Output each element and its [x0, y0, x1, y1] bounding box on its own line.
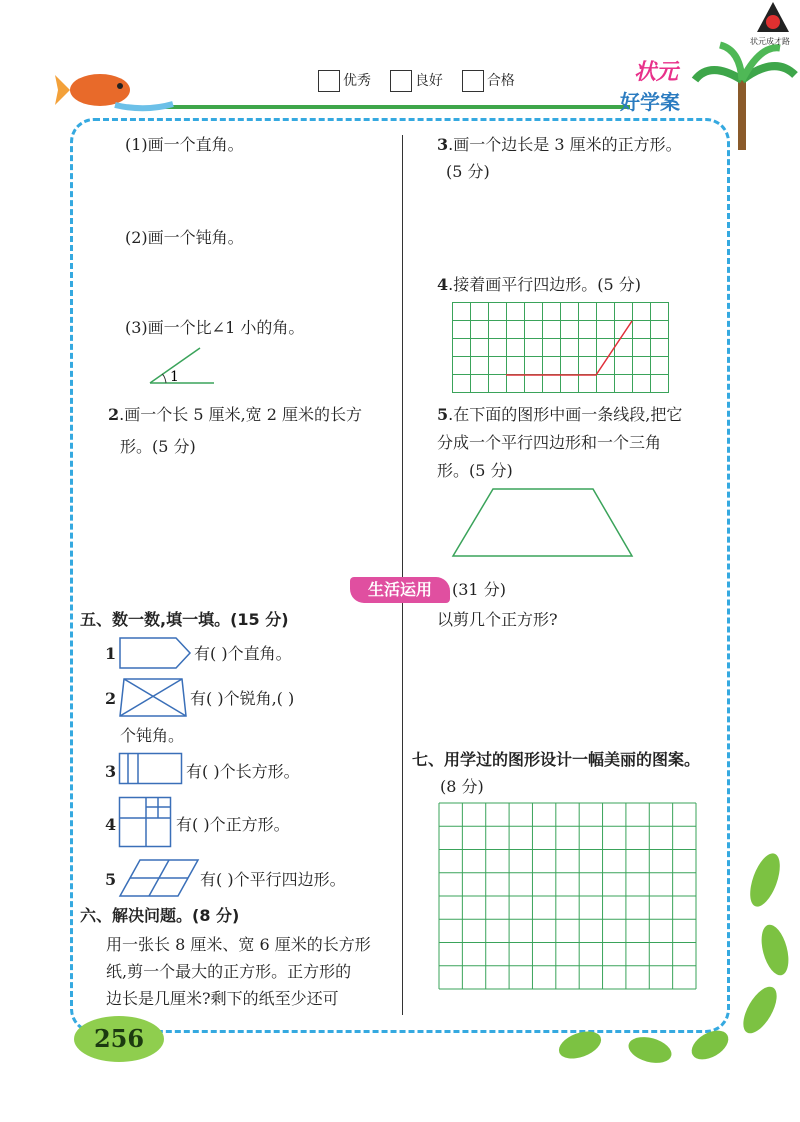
trapezoid-figure [450, 487, 635, 559]
q2-number: 2 [108, 405, 120, 424]
s5-item1-text: 有( )个直角。 [194, 644, 292, 663]
angle-figure [148, 345, 218, 387]
q1-2-text: (2)画一个钝角。 [125, 228, 244, 247]
header-rule [160, 105, 630, 109]
banner-score: (31 分) [452, 580, 506, 599]
s5-item4-text: 有( )个正方形。 [176, 815, 290, 834]
brand [620, 55, 680, 115]
s5-item3-figure [118, 752, 184, 786]
s5-item2-text2: 个钝角。 [120, 726, 185, 745]
q5-line2: 分成一个平行四边形和一个三角 [437, 433, 662, 452]
angle-label: 1 [170, 369, 179, 385]
rating-checkbox-good[interactable] [390, 70, 412, 92]
brand-line1: 状元 [634, 60, 679, 85]
q5-line1 [437, 405, 682, 425]
s6-line2: 纸,剪一个最大的正方形。正方形的 [106, 962, 352, 981]
s5-item3-text: 有( )个长方形。 [186, 762, 300, 781]
section7-score: (8 分) [440, 777, 484, 796]
rating-row [318, 70, 515, 92]
s5-item1-number: 1 [105, 644, 117, 663]
rating-checkbox-excellent[interactable] [318, 70, 340, 92]
rating-label: 良好 [414, 73, 443, 89]
q5-text: .在下面的图形中画一条线段,把它 [448, 405, 683, 424]
s5-item5-figure [118, 858, 200, 898]
section7-heading: 七、用学过的图形设计一幅美丽的图案。 [412, 750, 701, 769]
s6-line1: 用一张长 8 厘米、宽 6 厘米的长方形 [106, 935, 371, 954]
s5-item5-number: 5 [105, 870, 117, 889]
q2-text: .画一个长 5 厘米,宽 2 厘米的长方 [119, 405, 363, 424]
q3-line1 [437, 135, 682, 155]
q5-line3: 形。(5 分) [437, 461, 513, 480]
s6-line3: 边长是几厘米?剩下的纸至少还可 [106, 989, 339, 1008]
q2-line1 [108, 405, 362, 425]
q4-grid [452, 302, 670, 394]
q4-line [437, 275, 641, 295]
q1-3-text: (3)画一个比∠1 小的角。 [125, 318, 305, 337]
q3-text: .画一个边长是 3 厘米的正方形。 [448, 135, 682, 154]
section5-heading: 五、数一数,填一填。(15 分) [80, 610, 289, 629]
s5-item5-text: 有( )个平行四边形。 [200, 870, 346, 889]
section-banner [350, 577, 450, 603]
brand-line2: 好学案 [620, 90, 680, 114]
column-divider [402, 135, 403, 1015]
rating-label: 优秀 [343, 73, 371, 89]
s5-item3-number: 3 [105, 762, 117, 781]
q5-number: 5 [437, 405, 449, 424]
s5-item2-text: 有( )个锐角,( ) [190, 689, 295, 708]
q4-text: .接着画平行四边形。(5 分) [448, 275, 641, 294]
q1-1-text: (1)画一个直角。 [125, 135, 244, 154]
rating-checkbox-pass[interactable] [462, 70, 484, 92]
s5-item1-figure [118, 636, 193, 670]
banner-title: 生活运用 [367, 580, 432, 599]
page-number: 256 [93, 1024, 145, 1053]
s5-item4-figure [118, 796, 174, 850]
leaves-decoration-icon [540, 840, 800, 1080]
logo-text: 状元成才路 [750, 37, 790, 46]
s5-item2-number: 2 [105, 689, 117, 708]
section6-heading: 六、解决问题。(8 分) [80, 906, 240, 925]
q2-line2: 形。(5 分) [120, 437, 196, 456]
fish-decoration-icon [55, 60, 175, 120]
q3-line2: (5 分) [446, 162, 490, 181]
q4-number: 4 [437, 275, 449, 294]
q3-number: 3 [437, 135, 449, 154]
s5-item4-number: 4 [105, 815, 117, 834]
rating-label: 合格 [486, 73, 515, 89]
page-number-badge [74, 1016, 164, 1062]
s5-item2-figure [118, 676, 188, 718]
s6-line4: 以剪几个正方形? [437, 610, 558, 629]
logo-icon [755, 0, 791, 34]
